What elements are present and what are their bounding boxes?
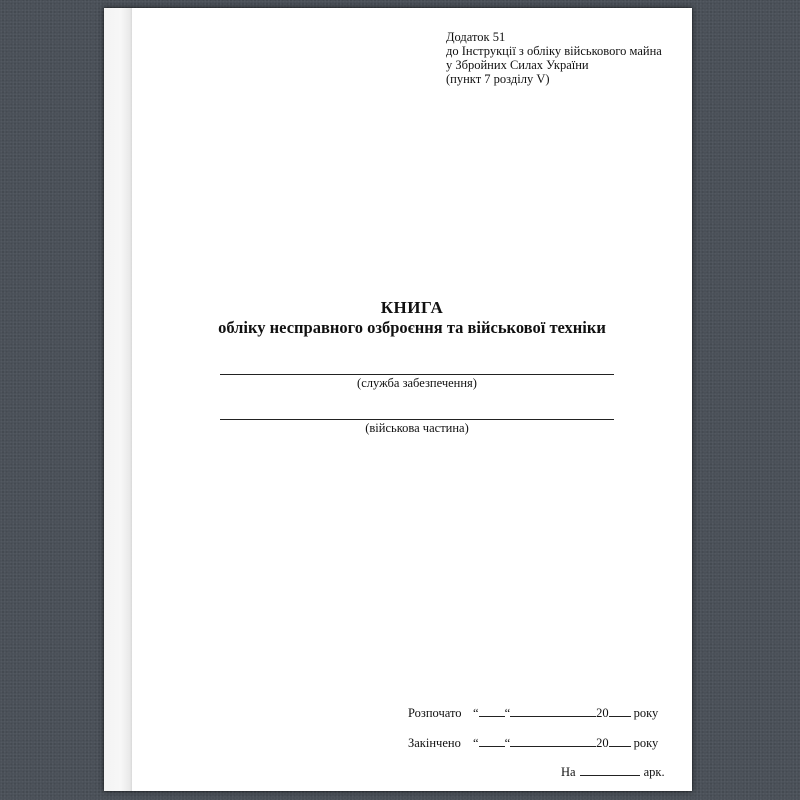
service-caption: (служба забезпечення) bbox=[357, 376, 477, 390]
quote-open: “ bbox=[473, 706, 479, 720]
document-page bbox=[104, 8, 692, 791]
quote-close: “ bbox=[504, 736, 511, 750]
annex-line: до Інструкції з обліку військового майна bbox=[446, 44, 662, 58]
title-block bbox=[132, 298, 692, 338]
unit-fill-line[interactable] bbox=[220, 419, 614, 420]
sheets-prefix: На bbox=[561, 765, 576, 779]
started-month-blank[interactable] bbox=[510, 705, 596, 717]
started-date-row bbox=[408, 705, 658, 720]
started-day-blank[interactable] bbox=[479, 705, 505, 717]
quote-open: “ bbox=[473, 736, 479, 750]
unit-caption: (військова частина) bbox=[365, 421, 469, 435]
sheets-count-row bbox=[561, 764, 665, 779]
service-fill-line[interactable] bbox=[220, 374, 614, 375]
year-word: року bbox=[633, 736, 659, 750]
year-word: року bbox=[633, 706, 659, 720]
annex-line: Додаток 51 bbox=[446, 30, 506, 44]
started-label: Розпочато bbox=[408, 706, 462, 720]
century-prefix: 20 bbox=[596, 736, 609, 750]
sheets-count-blank[interactable] bbox=[580, 764, 640, 776]
century-prefix: 20 bbox=[596, 706, 609, 720]
page-subtitle: обліку несправного озброєння та військової техніки bbox=[218, 318, 606, 337]
page-binding-edge bbox=[104, 8, 132, 791]
annex-header bbox=[446, 30, 662, 86]
finished-month-blank[interactable] bbox=[510, 735, 596, 747]
annex-line: (пункт 7 розділу V) bbox=[446, 72, 550, 86]
annex-line: у Збройних Силах України bbox=[446, 58, 589, 72]
finished-year-blank[interactable] bbox=[609, 735, 631, 747]
finished-day-blank[interactable] bbox=[479, 735, 505, 747]
finished-date-row bbox=[408, 735, 658, 750]
finished-label: Закінчено bbox=[408, 736, 461, 750]
page-title: КНИГА bbox=[380, 298, 444, 317]
sheets-suffix: арк. bbox=[643, 765, 665, 779]
started-year-blank[interactable] bbox=[609, 705, 631, 717]
quote-close: “ bbox=[504, 706, 511, 720]
